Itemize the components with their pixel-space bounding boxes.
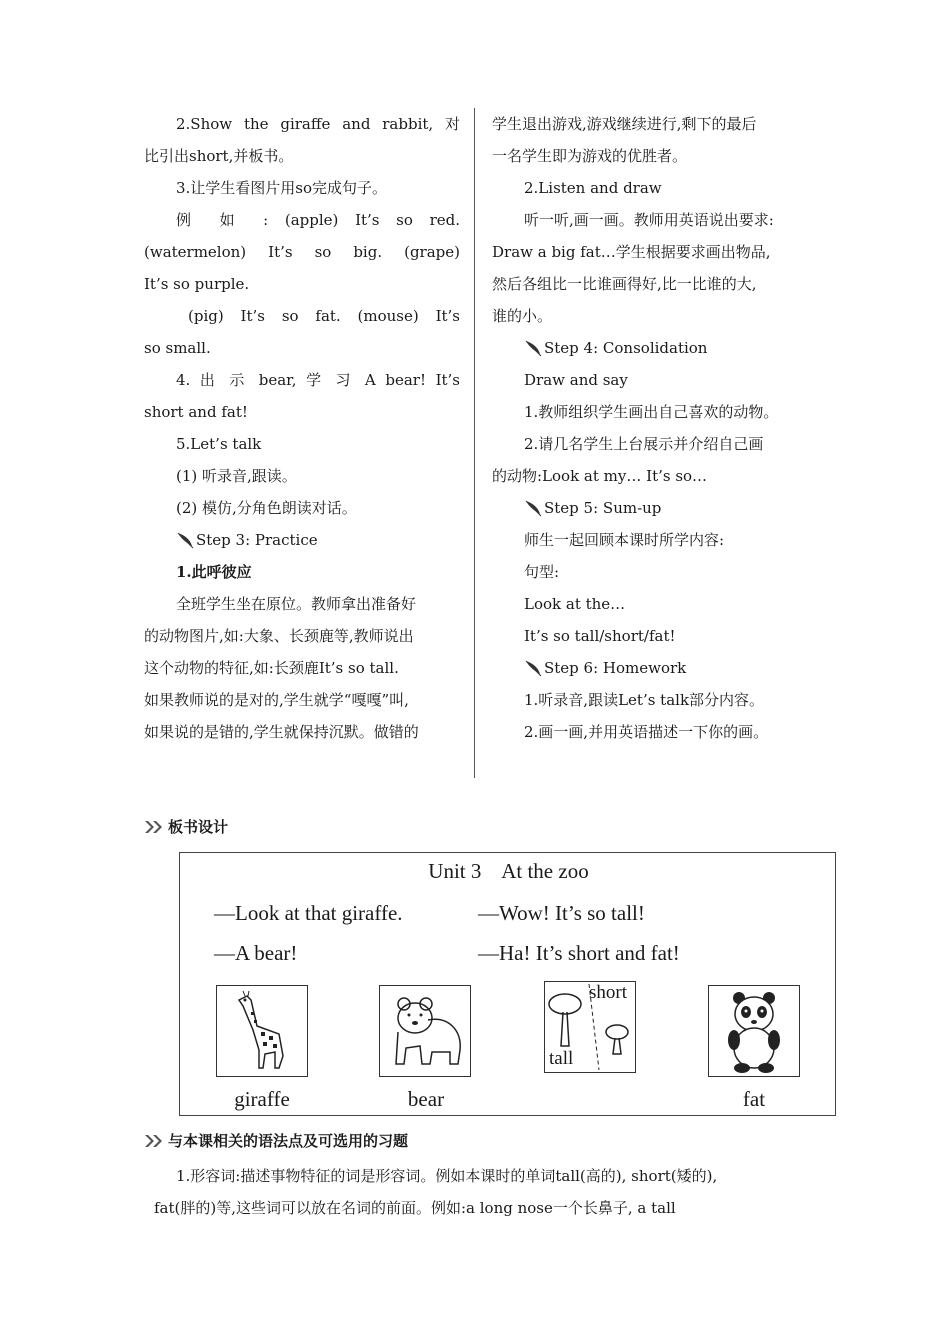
text-line: Draw and say: [524, 371, 628, 389]
tall-label: tall: [549, 1048, 574, 1069]
step-4-label: Step 4: Consolidation: [544, 339, 708, 357]
text-line: 5.Let’s talk: [176, 435, 262, 453]
feather-icon: [524, 659, 542, 677]
feather-icon: [176, 531, 194, 549]
text-line: 如果教师说的是对的,学生就学“嘎嘎”叫,: [144, 691, 409, 709]
right-column: [492, 108, 812, 748]
text-line: (watermelon) It’s so big. (grape): [144, 243, 460, 261]
text-line: 1.教师组织学生画出自己喜欢的动物。: [524, 403, 779, 421]
text-line: 如果说的是错的,学生就保持沉默。做错的: [144, 723, 419, 741]
text-line: (2) 模仿,分角色朗读对话。: [176, 499, 357, 517]
text-line: Draw a big fat…学生根据要求画出物品,: [492, 243, 771, 261]
text-line: 1.此呼彼应: [176, 563, 252, 581]
step-4-heading: [492, 332, 812, 364]
fat-label: fat: [742, 1087, 766, 1111]
grammar-body: [144, 1160, 814, 1224]
text-line: 1.形容词:描述事物特征的词是形容词。例如本课时的单词tall(高的), short(矮的),: [176, 1167, 718, 1185]
step-5-heading: [492, 492, 812, 524]
text-line: 谁的小。: [492, 307, 553, 325]
left-column: [144, 108, 460, 748]
board-title: Unit 3 At the zoo: [428, 859, 589, 883]
bear-label: bear: [407, 1087, 445, 1111]
text-line: 1.听录音,跟读Let’s talk部分内容。: [524, 691, 765, 709]
board-line: —Look at that giraffe.: [214, 901, 403, 925]
panda-picture: [708, 985, 800, 1077]
tall-short-picture: [544, 981, 636, 1073]
double-chevron-icon: [144, 1134, 166, 1148]
text-line: 的动物图片,如:大象、长颈鹿等,教师说出: [144, 627, 414, 645]
giraffe-icon: [217, 986, 307, 1076]
text-line: 这个动物的特征,如:长颈鹿It’s so tall.: [144, 659, 399, 677]
column-divider: [474, 108, 475, 778]
text-line: 全班学生坐在原位。教师拿出准备好: [176, 595, 417, 613]
text-line: (pig) It’s so fat. (mouse) It’s: [188, 307, 460, 325]
text-line: short and fat!: [144, 403, 248, 421]
grammar-title: 与本课相关的语法点及可选用的习题: [168, 1132, 409, 1150]
text-line: 的动物:Look at my… It’s so…: [492, 467, 708, 485]
text-line: 师生一起回顾本课时所学内容:: [524, 531, 725, 549]
step-6-heading: [492, 652, 812, 684]
text-line: so small.: [144, 339, 211, 357]
text-line: 例 如 : (apple) It’s so red.: [176, 211, 460, 229]
board-design-box: [179, 852, 836, 1116]
text-line: fat(胖的)等,这些词可以放在名词的前面。例如:a long nose一个长鼻子, a tall: [154, 1199, 676, 1217]
step-5-label: Step 5: Sum-up: [544, 499, 662, 517]
step-6-label: Step 6: Homework: [544, 659, 687, 677]
step-3-heading: [144, 524, 460, 556]
short-label: short: [589, 982, 627, 1003]
panda-icon: [709, 986, 799, 1076]
text-line: 2.Show the giraffe and rabbit, 对: [176, 115, 460, 133]
feather-icon: [524, 499, 542, 517]
text-line: Look at the…: [524, 595, 626, 613]
feather-icon: [524, 339, 542, 357]
double-chevron-icon: [144, 820, 166, 834]
giraffe-picture: [216, 985, 308, 1077]
step-3-label: Step 3: Practice: [196, 531, 318, 549]
text-line: 学生退出游戏,游戏继续进行,剩下的最后: [492, 115, 757, 133]
text-line: 句型:: [524, 563, 560, 581]
text-line: 4. 出 示 bear, 学 习 A bear! It’s: [176, 371, 460, 389]
text-line: 听一听,画一画。教师用英语说出要求:: [524, 211, 774, 229]
text-line: It’s so tall/short/fat!: [524, 627, 676, 645]
text-line: 一名学生即为游戏的优胜者。: [492, 147, 688, 165]
text-line: 然后各组比一比谁画得好,比一比谁的大,: [492, 275, 757, 293]
giraffe-label: giraffe: [234, 1087, 290, 1111]
board-line: —Wow! It’s so tall!: [478, 901, 645, 925]
text-line: (1) 听录音,跟读。: [176, 467, 297, 485]
board-design-heading: [144, 816, 228, 837]
board-design-title: 板书设计: [168, 818, 229, 836]
bear-picture: [379, 985, 471, 1077]
text-line: 2.画一画,并用英语描述一下你的画。: [524, 723, 769, 741]
board-line: —Ha! It’s short and fat!: [478, 941, 680, 965]
text-line: 比引出short,并板书。: [144, 147, 294, 165]
board-line: —A bear!: [214, 941, 298, 965]
text-line: 3.让学生看图片用so完成句子。: [176, 179, 388, 197]
grammar-heading: [144, 1130, 408, 1151]
bear-icon: [380, 986, 470, 1076]
text-line: 2.请几名学生上台展示并介绍自己画: [524, 435, 764, 453]
text-line: 2.Listen and draw: [524, 179, 662, 197]
text-line: It’s so purple.: [144, 275, 250, 293]
